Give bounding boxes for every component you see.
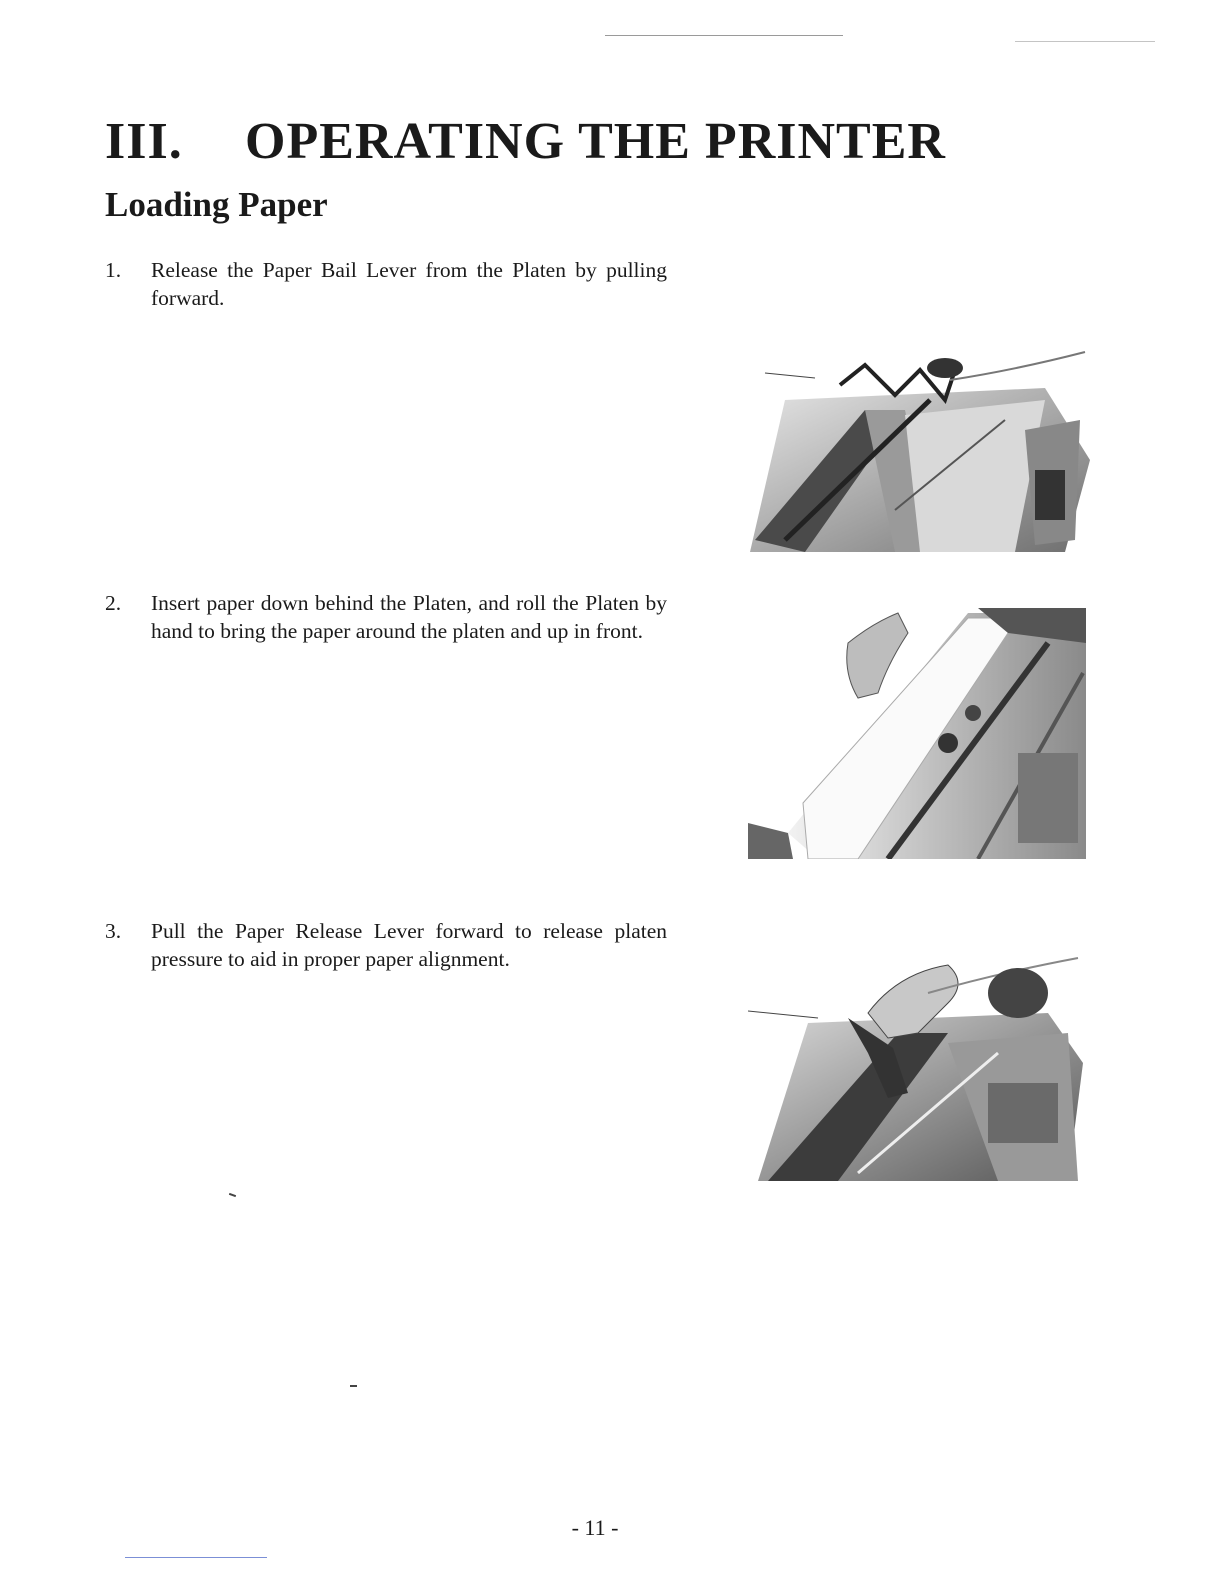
chapter-title: OPERATING THE PRINTER <box>245 113 946 170</box>
scan-speck <box>229 1193 236 1197</box>
page-number: - 11 - <box>571 1515 619 1540</box>
step-1 <box>105 256 667 312</box>
step-3 <box>105 917 667 973</box>
chapter-number: III. <box>105 113 183 170</box>
step-number: 2. <box>105 591 122 615</box>
step-text: Insert paper down behind the Platen, and roll the Platen by hand to bring the paper around the platen and up in front. <box>151 591 667 643</box>
step-number: 1. <box>105 258 122 282</box>
scan-line-top <box>605 35 843 36</box>
photo-paper-release-lever <box>748 953 1083 1181</box>
scan-edge-line <box>125 1557 267 1558</box>
section-title: Loading Paper <box>105 185 328 224</box>
step-text: Release the Paper Bail Lever from the Platen by pulling forward. <box>151 258 667 310</box>
step-2 <box>105 589 667 645</box>
photo-insert-paper <box>748 603 1086 859</box>
scan-speck <box>350 1385 357 1387</box>
step-number: 3. <box>105 919 122 943</box>
step-text: Pull the Paper Release Lever forward to release platen pressure to aid in proper paper alignment. <box>151 919 667 971</box>
photo-paper-bail-lever <box>745 340 1090 552</box>
scan-line-top-right <box>1015 41 1155 42</box>
chapter-heading <box>105 112 946 171</box>
